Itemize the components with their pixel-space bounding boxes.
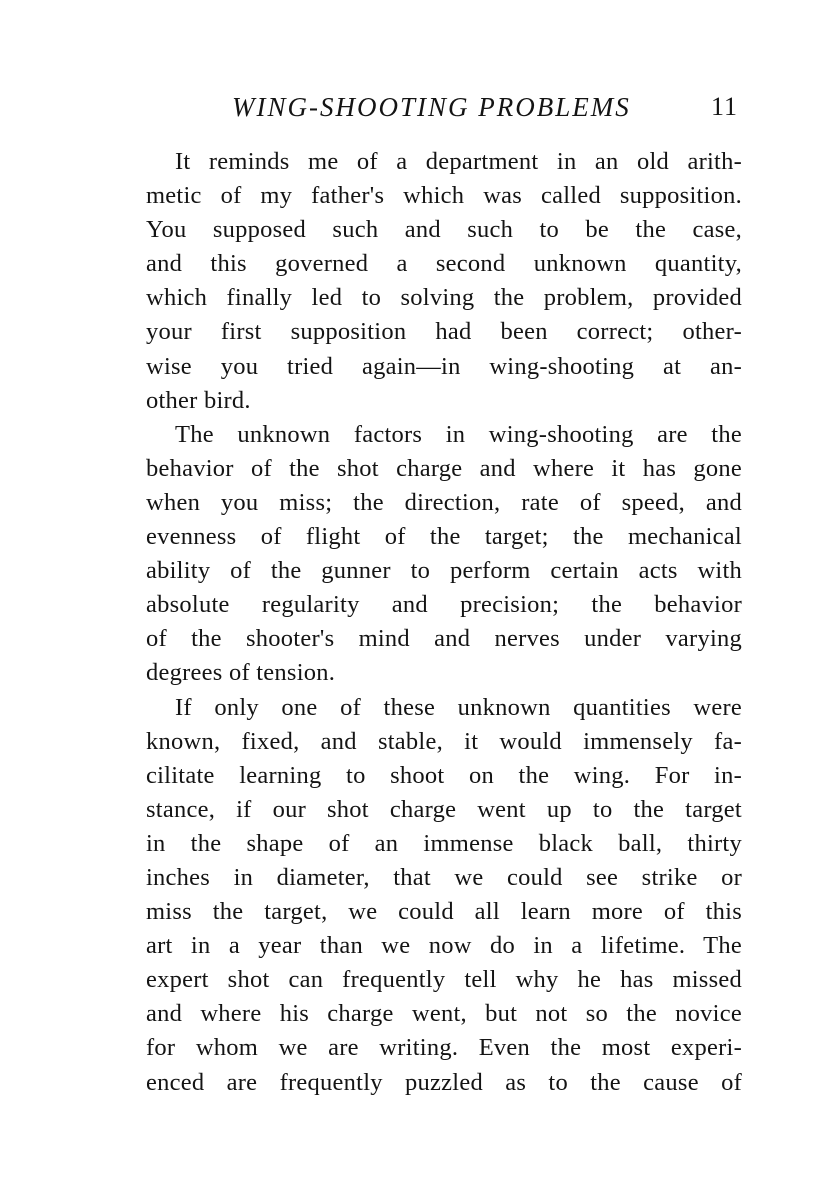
text-line: and this governed a second unknown quantity, — [146, 250, 742, 278]
text-line: It reminds me of a department in an old arith- — [175, 148, 742, 175]
text-line: cilitate learning to shoot on the wing. For in- — [146, 761, 742, 789]
text-line: miss the target, we could all learn more of this — [146, 898, 742, 926]
page-number: 11 — [710, 92, 738, 121]
body-text — [146, 145, 742, 1100]
text-line: known, fixed, and stable, it would immensely fa- — [146, 727, 742, 755]
text-line: You supposed such and such to be the case, — [146, 216, 742, 244]
text-line: absolute regularity and precision; the behavior — [146, 591, 742, 619]
text-line: when you miss; the direction, rate of speed, and — [146, 488, 742, 516]
text-line: inches in diameter, that we could see strike or — [146, 863, 742, 891]
text-line: your first supposition had been correct; other- — [146, 318, 742, 346]
text-line: stance, if our shot charge went up to the target — [146, 795, 742, 823]
text-line: in the shape of an immense black ball, thirty — [146, 829, 742, 857]
running-title: WING-SHOOTING PROBLEMS — [232, 92, 631, 122]
running-head — [146, 88, 742, 126]
paragraph — [146, 691, 742, 1100]
text-line: ability of the gunner to perform certain acts with — [146, 557, 742, 585]
paragraph — [146, 145, 742, 418]
text-line: which finally led to solving the problem, provided — [146, 284, 742, 312]
text-line: wise you tried again—in wing-shooting at an- — [146, 352, 742, 380]
text-line: art in a year than we now do in a lifetime. The — [146, 932, 742, 960]
text-line: of the shooter's mind and nerves under varying — [146, 625, 742, 653]
text-line: metic of my father's which was called supposition. — [146, 182, 742, 210]
text-line: for whom we are writing. Even the most experi- — [146, 1034, 742, 1062]
text-line: and where his charge went, but not so the novice — [146, 1000, 742, 1028]
text-line: expert shot can frequently tell why he has missed — [146, 966, 742, 994]
text-line: degrees of tension. — [146, 659, 336, 687]
text-line: The unknown factors in wing-shooting are the — [175, 420, 742, 448]
paragraph — [146, 418, 742, 691]
text-line: evenness of flight of the target; the mechanical — [146, 523, 742, 551]
text-line: If only one of these unknown quantities were — [175, 693, 742, 721]
text-line: behavior of the shot charge and where it has gone — [146, 454, 742, 482]
text-line: enced are frequently puzzled as to the cause of — [146, 1068, 742, 1096]
text-line: other bird. — [146, 386, 251, 414]
